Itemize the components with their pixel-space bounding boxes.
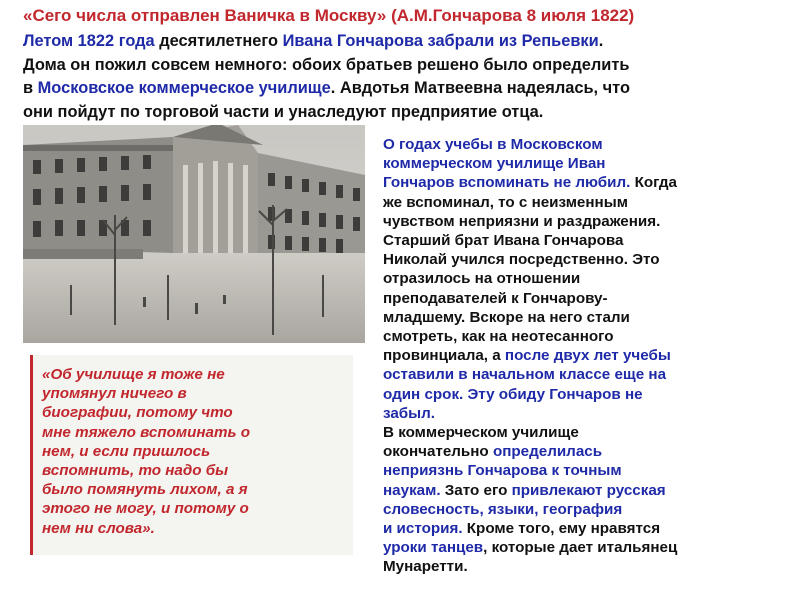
quote-line: вспомнить, то надо бы — [42, 462, 229, 480]
body-line: же вспоминал, то с неизменным — [383, 193, 628, 211]
body-text: , которые дает итальянец — [483, 539, 678, 557]
quote-line: «Об училище я тоже не — [42, 366, 225, 383]
body-line: Мунаретти. — [383, 558, 468, 576]
intro-line-3 — [23, 77, 783, 101]
intro-line-2: Дома он пожил совсем немного: обоих братьев решено было определить — [23, 55, 630, 74]
body-line: преподавателей к Гончарову- — [383, 289, 608, 307]
intro-line-4: они пойдут по торговой части и унаследуют предприятие отца. — [23, 102, 544, 121]
quote-line: нем, и если пришлось — [42, 442, 211, 460]
body-paragraph — [383, 135, 783, 577]
body-text: Зато его — [440, 481, 512, 499]
body-line — [383, 173, 783, 192]
body-highlight: привлекают русская — [511, 481, 666, 499]
body-highlight: Гончаров вспоминать не любил. — [383, 174, 631, 192]
intro-paragraph — [23, 30, 783, 124]
body-text: Когда — [630, 174, 677, 192]
quote-line: этого не могу, и потому о — [42, 500, 249, 518]
quote-line: мне тяжело вспоминать о — [42, 423, 251, 441]
body-line: оставили в начальном классе еще на — [383, 366, 667, 384]
body-highlight: после двух лет учебы — [504, 347, 671, 365]
body-text: Кроме того, ему нравятся — [462, 520, 661, 538]
body-line: Старший брат Ивана Гончарова — [383, 232, 624, 250]
school-building-photo — [23, 125, 365, 343]
body-line: О годах учебы в Московском — [383, 136, 603, 153]
body-highlight: наукам. — [383, 481, 441, 499]
body-line — [383, 442, 783, 461]
intro-line-1 — [23, 30, 783, 54]
body-text: провинциала, а — [383, 347, 505, 365]
quote-line: биографии, потому что — [42, 404, 233, 422]
body-line — [383, 538, 783, 557]
slide-title: «Сего числа отправлен Ваничка в Москву» (А.М.Гончарова 8 июля 1822) — [23, 6, 635, 25]
body-line: словесность, языки, география — [383, 500, 623, 518]
body-line: коммерческом училище Иван — [383, 155, 606, 173]
body-highlight: и история. — [383, 520, 463, 538]
body-line: чувством неприязни и раздражения. — [383, 212, 661, 230]
body-line — [383, 519, 783, 538]
body-line: Николай учился посредственно. Это — [383, 251, 660, 269]
intro-highlight: Летом 1822 года — [23, 32, 155, 50]
body-line: отразилось на отношении — [383, 270, 581, 288]
intro-text: . Авдотья Матвеевна надеялась, что — [330, 79, 630, 97]
quote-line: упомянул ничего в — [42, 385, 187, 403]
body-line — [383, 481, 783, 500]
intro-text: . — [598, 32, 604, 50]
intro-highlight: Ивана Гончарова забрали из Репьевки — [282, 32, 599, 50]
body-highlight: уроки танцев — [383, 539, 484, 557]
quote-line: было помянуть лихом, а я — [42, 481, 248, 499]
body-line: смотреть, как на неотесанного — [383, 328, 614, 346]
body-line: забыл. — [383, 404, 436, 422]
intro-highlight: Московское коммерческое училище — [37, 79, 331, 97]
body-line: один срок. Эту обиду Гончаров не — [383, 385, 643, 403]
intro-text: в — [23, 79, 38, 97]
body-line: младшему. Вскоре на него стали — [383, 308, 630, 326]
intro-text: десятилетнего — [154, 32, 283, 50]
body-line: неприязнь Гончарова к точным — [383, 462, 622, 480]
quote-text — [42, 365, 352, 538]
body-line — [383, 346, 783, 365]
body-highlight: определилась — [492, 443, 603, 461]
body-text: окончательно — [383, 443, 493, 461]
quote-line: нем ни слова». — [42, 519, 155, 537]
body-line: В коммерческом училище — [383, 424, 579, 442]
